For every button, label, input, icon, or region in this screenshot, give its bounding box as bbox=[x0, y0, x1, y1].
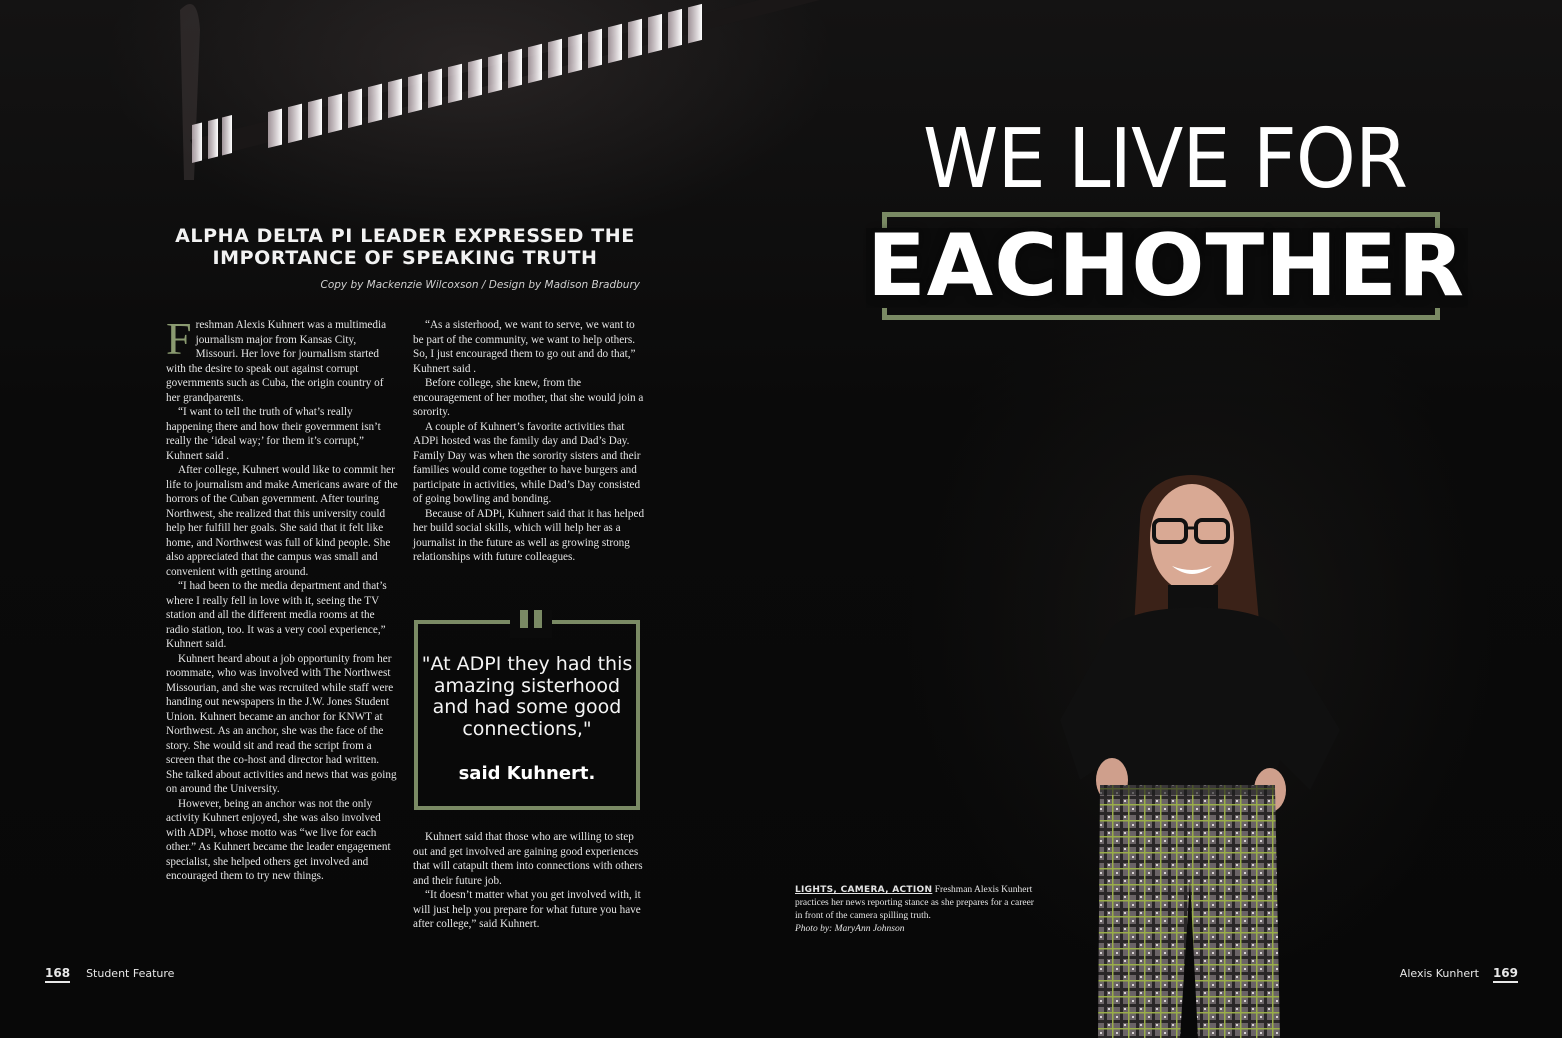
headline-line-1: ALPHA DELTA PI LEADER EXPRESSED THE bbox=[175, 225, 635, 247]
paragraph: Because of ADPi, Kuhnert said that it has helped her build social skills, which will help her as a journalist in the future as well as growing strong relationships with future colleagues. bbox=[413, 507, 645, 563]
portrait-photo bbox=[1040, 460, 1400, 1038]
body-column-1 bbox=[166, 313, 398, 884]
article-headline bbox=[170, 225, 640, 269]
pull-quote-text: "At ADPI they had this amazing sisterhood and had some good connections," bbox=[421, 653, 633, 740]
body-column-2 bbox=[413, 318, 645, 565]
pull-quote-attribution: said Kuhnert. bbox=[458, 763, 596, 784]
paragraph: However, being an anchor was not the only activity Kuhnert enjoyed, she was also involved with ADPi, whose motto was “we live for each other.” As Kuhnert became the leader engagement specialist, she helped others get involved and encouraged them to try new things. bbox=[166, 797, 391, 882]
paragraph: “As a sisterhood, we want to serve, we want to be part of the community, we want to help others. So, I just encouraged them to go out and do that,” Kuhnert said . bbox=[413, 319, 636, 375]
headline-line-2: IMPORTANCE OF SPEAKING TRUTH bbox=[212, 247, 598, 269]
pull-quote-box bbox=[414, 620, 640, 810]
paragraph: “It doesn’t matter what you get involved with, it will just help you prepare for what future you have after college,” said Kuhnert. bbox=[413, 889, 641, 930]
feature-title-line-1: WE LIVE FOR bbox=[922, 112, 1408, 207]
page-number: 168 bbox=[45, 966, 70, 983]
paragraph: Kuhnert heard about a job opportunity from her roommate, who was involved with The Northwest Missourian, and she was recruited while staff were handing out newspapers in the J.W. Jones Student Union. Kuhnert became an anchor for KNWT at Northwest. As an anchor, she was the face of the story. She would sit and read the script from a screen that the co-host and director had written. She talked about activities and news that was going on around the University. bbox=[166, 652, 397, 795]
paragraph: “I want to tell the truth of what’s really happening there and how their government isn’t really the ‘ideal way;’ for them it’s corrupt,” Kuhnert said . bbox=[166, 406, 381, 462]
photo-credit: Photo by: MaryAnn Johnson bbox=[795, 924, 905, 934]
folio-left bbox=[45, 966, 174, 980]
byline-credits: Copy by Mackenzie Wilcoxson / Design by Madison Bradbury bbox=[320, 279, 640, 291]
quote-mark-icon bbox=[510, 610, 552, 638]
drop-cap: F bbox=[166, 313, 192, 364]
section-label: Alexis Kunhert bbox=[1399, 967, 1479, 980]
photo-caption bbox=[795, 884, 1035, 936]
caption-lead: LIGHTS, CAMERA, ACTION bbox=[795, 885, 933, 895]
paragraph: Before college, she knew, from the encouragement of her mother, that she would join a sorority. bbox=[413, 377, 644, 418]
paragraph: Kuhnert said that those who are willing to step out and get involved are gaining good experiences that will catapult them into connections with others and their future job. bbox=[413, 831, 643, 887]
section-label: Student Feature bbox=[86, 967, 175, 980]
feature-title-line-2: EACHOTHER bbox=[866, 216, 1466, 316]
body-column-2-continued bbox=[413, 830, 645, 932]
paragraph: After college, Kuhnert would like to commit her life to journalism and make Americans aware of the horrors of the Cuban government. After touring Northwest, she realized that this university could help her fulfill her goals. She said that it felt like home, and Northwest was full of kind people. She also appreciated that the campus was small and convenient with getting around. bbox=[166, 464, 398, 578]
paragraph: Freshman Alexis Kuhnert was a multimedia journalism major from Kansas City, Missouri. Her love for journalism started with the desire to speak out against corrupt governments such as Cuba, the origin country of her grandparents. bbox=[166, 313, 387, 404]
folio-right bbox=[1400, 966, 1518, 980]
paragraph: “I had been to the media department and that’s where I really fell in love with it, seeing the TV station and all the different media rooms at the radio station, too. It was a very cool experience,” Kuhnert said. bbox=[166, 580, 387, 650]
ceiling-light-image bbox=[180, 0, 820, 180]
paragraph: A couple of Kuhnert’s favorite activities that ADPi hosted was the family day and Dad’s Day. Family Day was when the sorority sisters and their families would come together to have burgers and participate in activities, while Dad’s Day consisted of going bowling and bonding. bbox=[413, 420, 641, 505]
caption-text: Freshman Alexis Kunhert practices her news reporting stance as she prepares for a career in front of the camera spilling truth. bbox=[795, 885, 1034, 921]
page-number: 169 bbox=[1493, 966, 1518, 983]
